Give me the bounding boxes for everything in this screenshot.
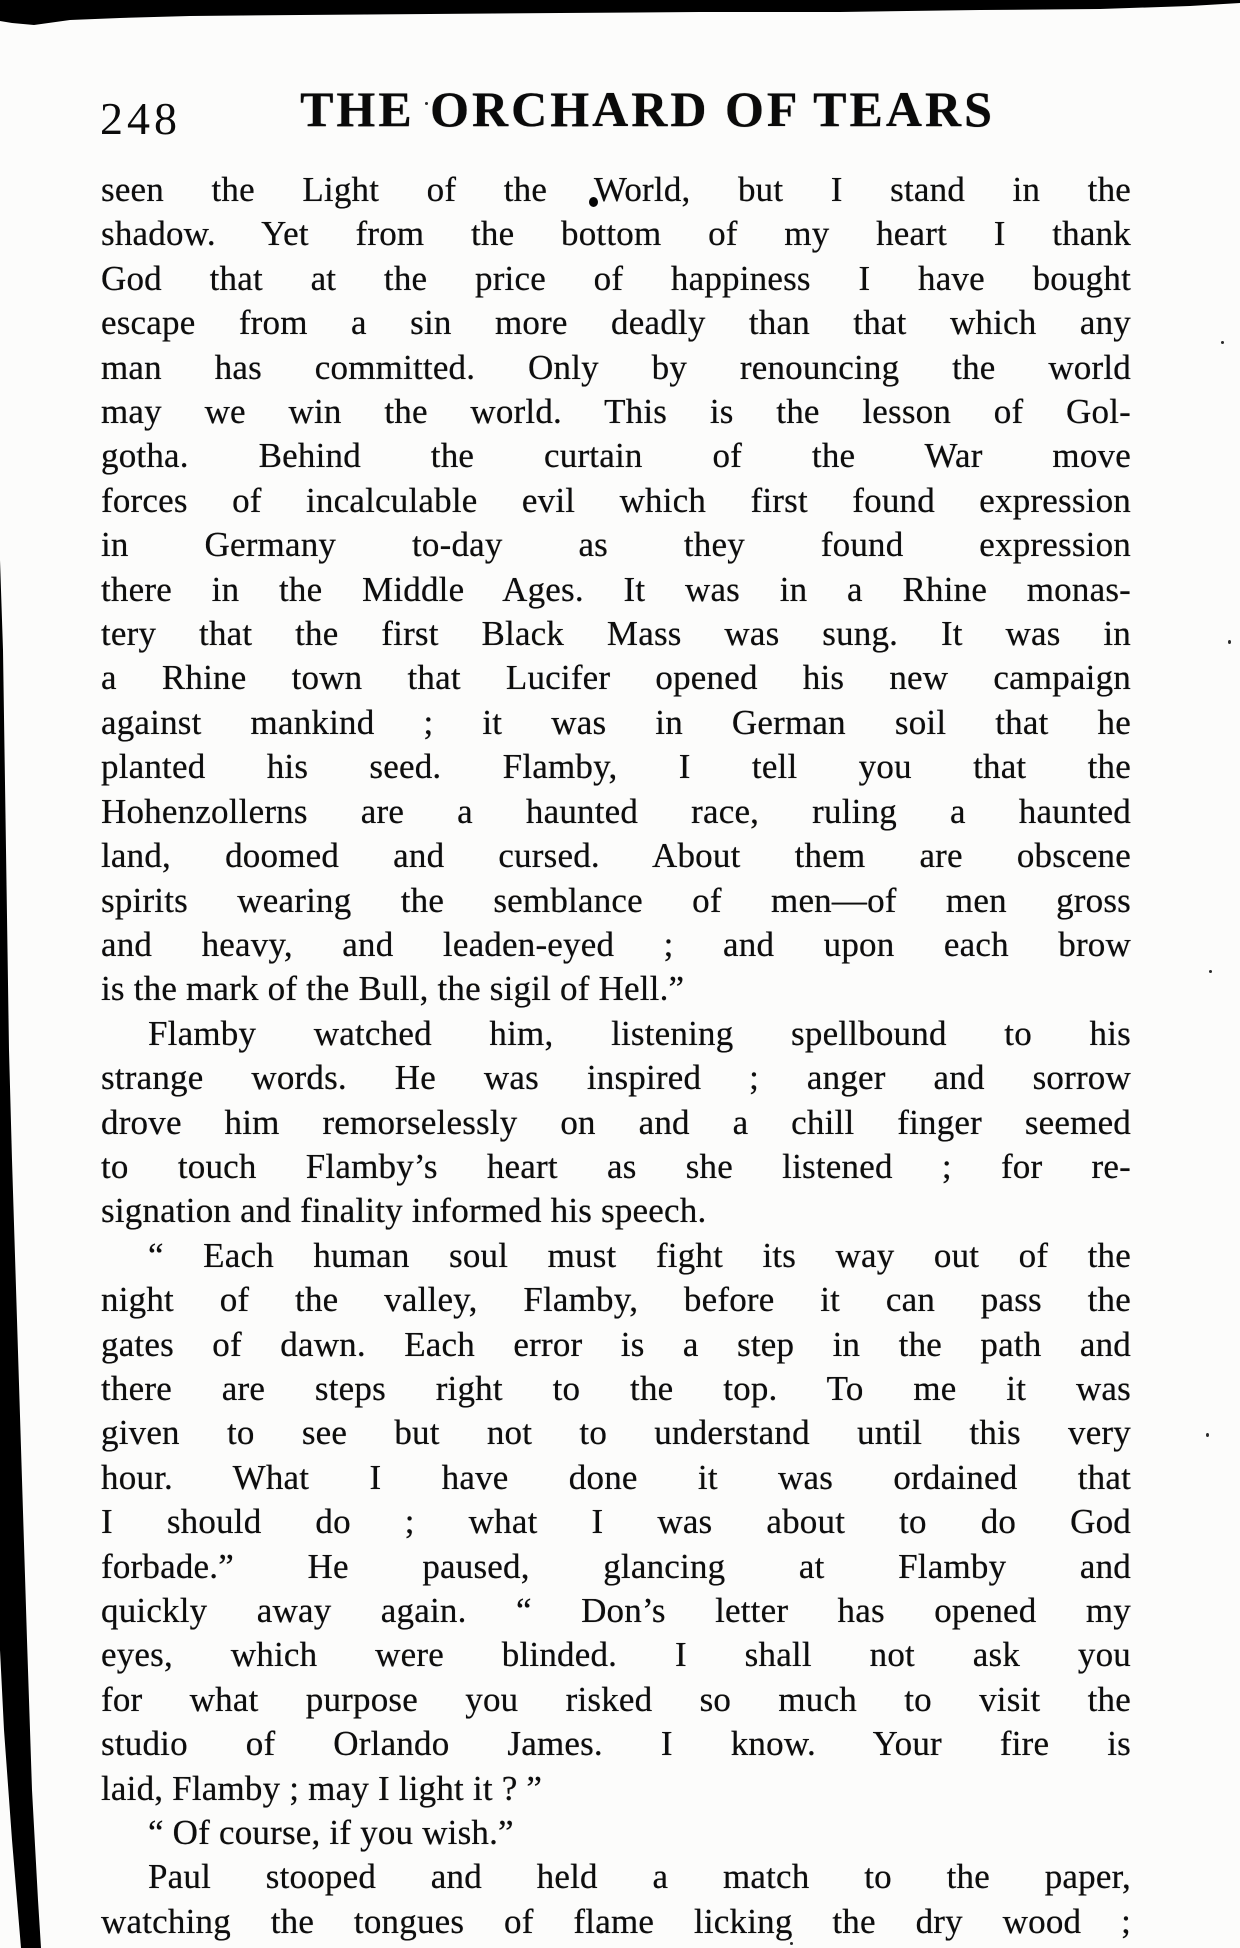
text-line: “ Each human soul must fight its way out of the xyxy=(148,1235,1131,1275)
scan-speck xyxy=(1209,970,1212,973)
text-line: forbade.” He paused, glancing at Flamby and xyxy=(101,1546,1131,1586)
page-number: 248 xyxy=(100,93,181,144)
text-line: for what purpose you risked so much to visit the xyxy=(101,1679,1131,1719)
text-line: man has committed. Only by renouncing the world xyxy=(101,347,1131,387)
text-line: a Rhine town that Lucifer opened his new campaign xyxy=(101,658,1131,698)
text-line: I should do ; what I was about to do God xyxy=(101,1502,1131,1542)
text-line: there in the Middle Ages. It was in a Rhine monas- xyxy=(101,569,1131,609)
text-line: to touch Flamby’s heart as she listened ; for re- xyxy=(101,1146,1131,1186)
text-line: Paul stooped and held a match to the paper, xyxy=(148,1857,1131,1897)
page-title: THE ORCHARD OF TEARS xyxy=(300,81,995,137)
body-text xyxy=(101,168,1131,1944)
scan-edge-top xyxy=(0,0,1240,30)
text-line: may we win the world. This is the lesson of Gol- xyxy=(101,392,1131,432)
text-line: gotha. Behind the curtain of the War move xyxy=(101,436,1131,476)
text-line: against mankind ; it was in German soil that he xyxy=(101,702,1131,742)
text-line: “ Of course, if you wish.” xyxy=(148,1813,514,1853)
text-line: signation and finality informed his speech. xyxy=(101,1191,707,1231)
text-line: night of the valley, Flamby, before it can pass the xyxy=(101,1280,1131,1320)
text-line: seen the Light of the World, but I stand in the xyxy=(101,170,1131,209)
page-header xyxy=(100,80,1135,146)
text-line: hour. What I have done it was ordained that xyxy=(101,1457,1131,1497)
text-line: forces of incalculable evil which first found expression xyxy=(101,480,1131,520)
text-line: in Germany to-day as they found expression xyxy=(101,525,1131,565)
text-line: drove him remorselessly on and a chill finger seemed xyxy=(101,1102,1131,1142)
text-line: escape from a sin more deadly than that which any xyxy=(101,303,1131,343)
text-line: spirits wearing the semblance of men—of men gross xyxy=(101,880,1131,920)
text-line: strange words. He was inspired ; anger and sorrow xyxy=(101,1058,1131,1098)
text-line: quickly away again. “ Don’s letter has opened my xyxy=(101,1591,1131,1630)
text-line: Flamby watched him, listening spellbound to his xyxy=(148,1013,1131,1053)
text-line: shadow. Yet from the bottom of my heart I thank xyxy=(101,214,1131,254)
text-line: studio of Orlando James. I know. Your fire is xyxy=(101,1724,1131,1764)
text-line: planted his seed. Flamby, I tell you that the xyxy=(101,747,1131,787)
scan-gutter-shadow xyxy=(0,0,60,1948)
text-line: laid, Flamby ; may I light it ? ” xyxy=(101,1768,543,1808)
text-line: watching the tongues of flame licking the dry wood ; xyxy=(101,1901,1131,1941)
text-line: Hohenzollerns are a haunted race, ruling a haunted xyxy=(101,791,1131,831)
text-line: gates of dawn. Each error is a step in the path and xyxy=(101,1324,1131,1364)
text-line: land, doomed and cursed. About them are obscene xyxy=(101,836,1131,876)
scan-speck xyxy=(1221,341,1224,344)
text-line: God that at the price of happiness I have bought xyxy=(101,258,1131,298)
scan-speck xyxy=(1206,1433,1209,1437)
text-line: and heavy, and leaden-eyed ; and upon each brow xyxy=(101,924,1131,964)
text-line: given to see but not to understand until this very xyxy=(101,1413,1131,1453)
text-line: there are steps right to the top. To me it was xyxy=(101,1368,1131,1408)
text-line: tery that the first Black Mass was sung. It was in xyxy=(101,614,1131,654)
text-line: is the mark of the Bull, the sigil of Hell.” xyxy=(101,969,685,1009)
text-line: eyes, which were blinded. I shall not ask you xyxy=(101,1635,1131,1675)
scan-speck xyxy=(1228,640,1231,644)
